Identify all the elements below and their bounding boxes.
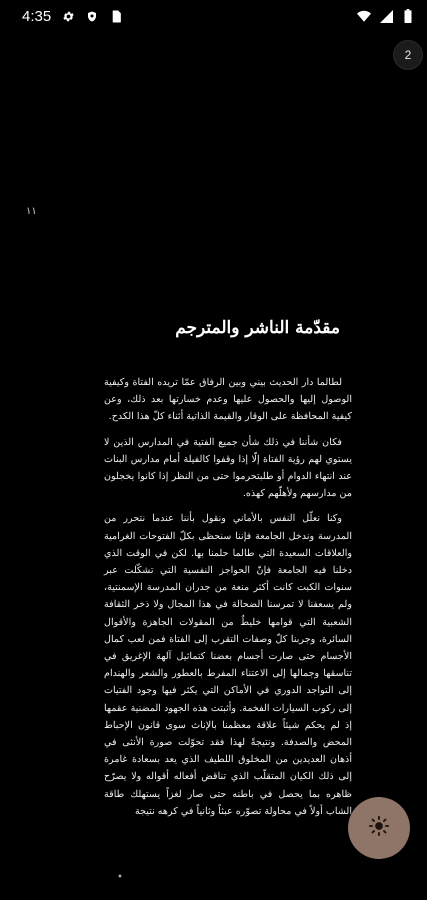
- status-bar: [0, 0, 427, 32]
- status-time: 4:35: [22, 7, 52, 25]
- bottom-mark: •: [117, 872, 123, 883]
- signal-icon: [379, 9, 393, 23]
- book-page-text[interactable]: [104, 374, 352, 828]
- margin-mark-left: ١١: [26, 206, 37, 217]
- wifi-icon: [357, 9, 371, 23]
- paragraph: لطالما دار الحديث بيني وبين الرفاق عمّا تريده الفتاة وكيفية الوصول إليها والحصول عليها وعدم خسارتها بعد ذلك، وعن كيفية المحافظة على الوقار والقيمة الذاتية أثناء كلّ هذا الكدح.: [104, 377, 352, 423]
- paragraph: وكنا نعلّل النفس بالأماني ونقول بأننا عندما نتحرر من المدرسة وندخل الجامعة فإننا سنحظى بكلّ الفتوحات الغرامية والعلاقات السعيدة التي طالما حلمنا بها. لكن في الوقت الذي دخلنا فيه الجامعة فإنّ الحواجز النفسية التي تشكّلت عبر سنوات الكبت كانت أكثر منعة من جدران المدرسة الإسمنتية، ولم يسعفنا لا تمرسنا الضحالة في هذا المجال ولا ذخر الثقافة الشعبية التي قوامها خليطٌ من المقولات الجاهزة والأقوال السائرة، وجربنا كلّ وصفات التقرب إلى الفتاة فمن لعب كمال الأجسام حتى صارت أجسام بعضنا كتماثيل آلهة الإغريق في تناسقها وجمالها إلى الاعتناء المفرط بالعطور والشعر والهندام إلى التواجد الدوري في الأماكن التي يكثر فيها وجود الفتيات إلى ركوب السيارات الفخمة. وأثبتت هذه الجهود المضنية عقمها إذ لم يحكم شيئاً علاقة معظمنا بالإناث سوى قانون الإحباط المحض والصدفة. ونتيجةً لهذا فقد تحوّلت صورة الأنثى في أذهان العديدين من المخلوق اللطيف الذي يعد بسعادة غامرة إلى ذلك الكيان المتقلّب الذي تناقض أفعاله أقواله ولا يصرّح ظاهره بما يحصل في باطنه حتى صار لغزاً يستهلك طاقة الشاب أولاً في محاولة تصوّره عبثاً وثانياً في كرهه نتيجة: [104, 513, 352, 817]
- brightness-button[interactable]: [348, 797, 410, 859]
- status-right-icons: [357, 9, 415, 23]
- sim-card-icon: [109, 9, 123, 23]
- chapter-title: مقدّمة الناشر والمترجم: [175, 318, 340, 338]
- brightness-icon: [368, 815, 390, 841]
- paragraph: فكان شأننا في ذلك شأن جميع الفتية في المدارس الذين لا يستوي لهم رؤية الفتاة إلّا إذا وقفوا كالفيلة أمام مدارس البنات عند انتهاء الدوام أو طلبتحرموا حتى من النظر إذا كانوا يخجلون من مدارسهم ولأهلّهم كهذه.: [104, 436, 352, 500]
- battery-icon: [401, 9, 415, 23]
- shield-icon: [85, 9, 99, 23]
- gear-icon: [61, 9, 75, 23]
- page-number-badge[interactable]: 2: [393, 40, 423, 70]
